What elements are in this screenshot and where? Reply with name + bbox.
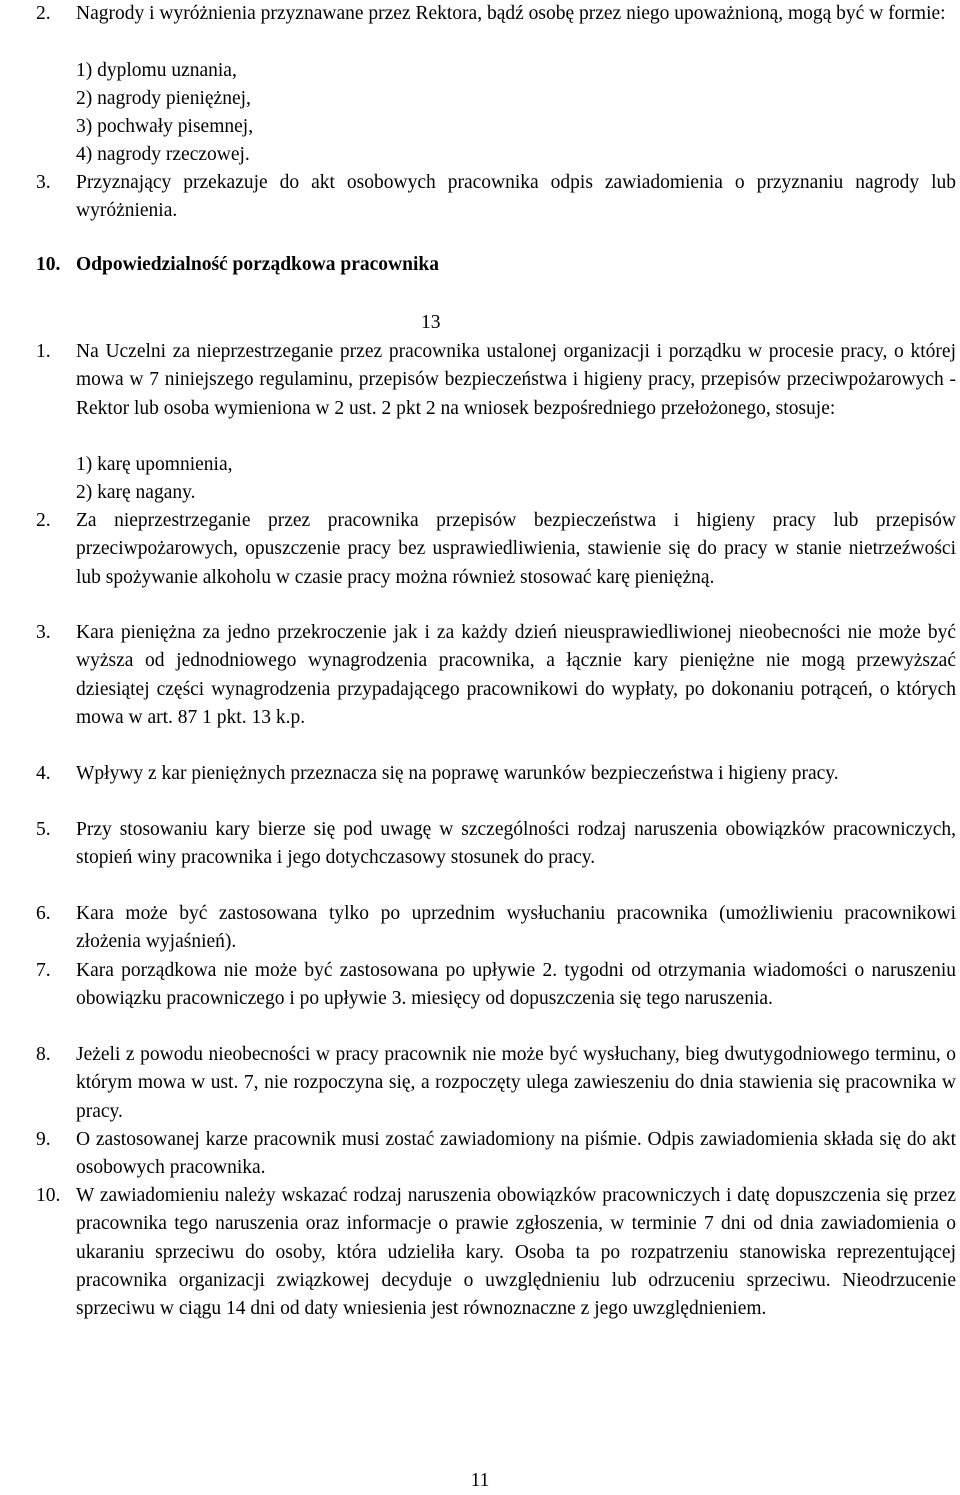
item-number: 9. <box>36 1129 51 1150</box>
item-text: O zastosowanej karze pracownik musi zostać zawiadomiony na piśmie. Odpis zawiadomienia składa się do akt osobowych pracownika. <box>76 1129 956 1179</box>
item-text: Przy stosowaniu kary bierze się pod uwagę w szczególności rodzaj naruszenia obowiązków pracowniczych, stopień winy pracownika i jego dotychczasowy stosunek do pracy. <box>76 819 956 869</box>
section-title: Odpowiedzialność porządkowa pracownika <box>76 254 439 275</box>
item-number: 6. <box>36 903 51 924</box>
item-text: Na Uczelni za nieprzestrzeganie przez pracownika ustalonej organizacji i porządku w procesie pracy, o której mowa w 7 niniejszego regulaminu, przepisów bezpieczeństwa i higieny pracy, przepisów przeciwpożarowych - Rektor lub osoba wymieniona w 2 ust. 2 pkt 2 na wniosek bezpośredniego przełożonego, stosuje: <box>76 341 956 419</box>
list-item <box>36 957 956 1014</box>
item-text: Wpływy z kar pieniężnych przeznacza się na poprawę warunków bezpieczeństwa i higieny pracy. <box>76 763 839 784</box>
item-text: Kara porządkowa nie może być zastosowana po upływie 2. tygodni od otrzymania wiadomości o naruszeniu obowiązku pracowniczego i po upływie 3. miesięcy od dopuszczenia się tego naruszenia. <box>76 960 956 1010</box>
sub-item: 2) nagrody pieniężnej, <box>76 88 251 109</box>
page-number: 11 <box>470 1470 490 1491</box>
item-text: Za nieprzestrzeganie przez pracownika przepisów bezpieczeństwa i higieny pracy lub przepisów przeciwpożarowych, opuszczenie pracy bez usprawiedliwienia, stawienie się do pracy w stanie nietrzeźwości lub spożywanie alkoholu w czasie pracy można również stosować karę pieniężną. <box>76 510 956 588</box>
list-item <box>36 619 956 732</box>
item-number: 4. <box>36 763 51 784</box>
item-text: Nagrody i wyróżnienia przyznawane przez Rektora, bądź osobę przez niego upoważnioną, mogą być w formie: <box>76 3 946 24</box>
section-number: 10. <box>36 254 61 275</box>
item-number: 5. <box>36 819 51 840</box>
item-number: 2. <box>36 3 51 24</box>
item-number: 3. <box>36 622 51 643</box>
sub-item: 1) karę upomnienia, <box>76 454 233 475</box>
item-text: Kara pieniężna za jedno przekroczenie jak i za każdy dzień nieusprawiedliwionej nieobecności nie może być wyższa od jednodniowego wynagrodzenia pracownika, a łącznie kary pieniężne nie mogą przewyższać dziesiątej części wynagrodzenia przypadającego pracownikowi do wypłaty, po dokonaniu potrąceń, o których mowa w art. 87 1 pkt. 13 k.p. <box>76 622 956 728</box>
item-number: 2. <box>36 510 51 531</box>
list-item <box>36 169 956 226</box>
item-number: 3. <box>36 172 51 193</box>
paragraph-marker: 13 <box>421 312 441 333</box>
item-text: Jeżeli z powodu nieobecności w pracy pracownik nie może być wysłuchany, bieg dwutygodniowego terminu, o którym mowa w ust. 7, nie rozpoczyna się, a rozpoczęty ulega zawieszeniu do dnia stawienia się pracownika w pracy. <box>76 1044 956 1122</box>
list-item <box>36 507 956 592</box>
list-item <box>36 1182 956 1323</box>
item-number: 8. <box>36 1044 51 1065</box>
list-item <box>36 1126 956 1183</box>
sub-item: 3) pochwały pisemnej, <box>76 116 254 137</box>
list-item <box>36 816 956 873</box>
item-number: 7. <box>36 960 51 981</box>
sub-item: 4) nagrody rzeczowej. <box>76 144 250 165</box>
sub-item: 2) karę nagany. <box>76 482 196 503</box>
item-number: 1. <box>36 341 51 362</box>
sub-item: 1) dyplomu uznania, <box>76 60 237 81</box>
section-heading <box>36 251 439 279</box>
list-item <box>36 900 956 957</box>
list-item <box>36 338 956 423</box>
list-item <box>36 0 956 28</box>
item-number: 10. <box>36 1185 61 1206</box>
list-item <box>36 760 956 788</box>
item-text: W zawiadomieniu należy wskazać rodzaj naruszenia obowiązków pracowniczych i datę dopuszczenia się przez pracownika tego naruszenia oraz informacje o prawie zgłoszenia, w terminie 7 dni od dnia zawiadomienia o ukaraniu sprzeciwu do osoby, która udzieliła kary. Osoba ta po rozpatrzeniu stanowiska reprezentującej pracownika organizacji związkowej decyduje o uwzględnieniu lub odrzuceniu sprzeciwu. Nieodrzucenie sprzeciwu w ciągu 14 dni od daty wniesienia jest równoznaczne z jego uwzględnieniem. <box>76 1185 956 1320</box>
item-text: Kara może być zastosowana tylko po uprzednim wysłuchaniu pracownika (umożliwieniu pracownikowi złożenia wyjaśnień). <box>76 903 956 953</box>
list-item <box>36 1041 956 1126</box>
item-text: Przyznający przekazuje do akt osobowych pracownika odpis zawiadomienia o przyznaniu nagrody lub wyróżnienia. <box>76 172 956 222</box>
